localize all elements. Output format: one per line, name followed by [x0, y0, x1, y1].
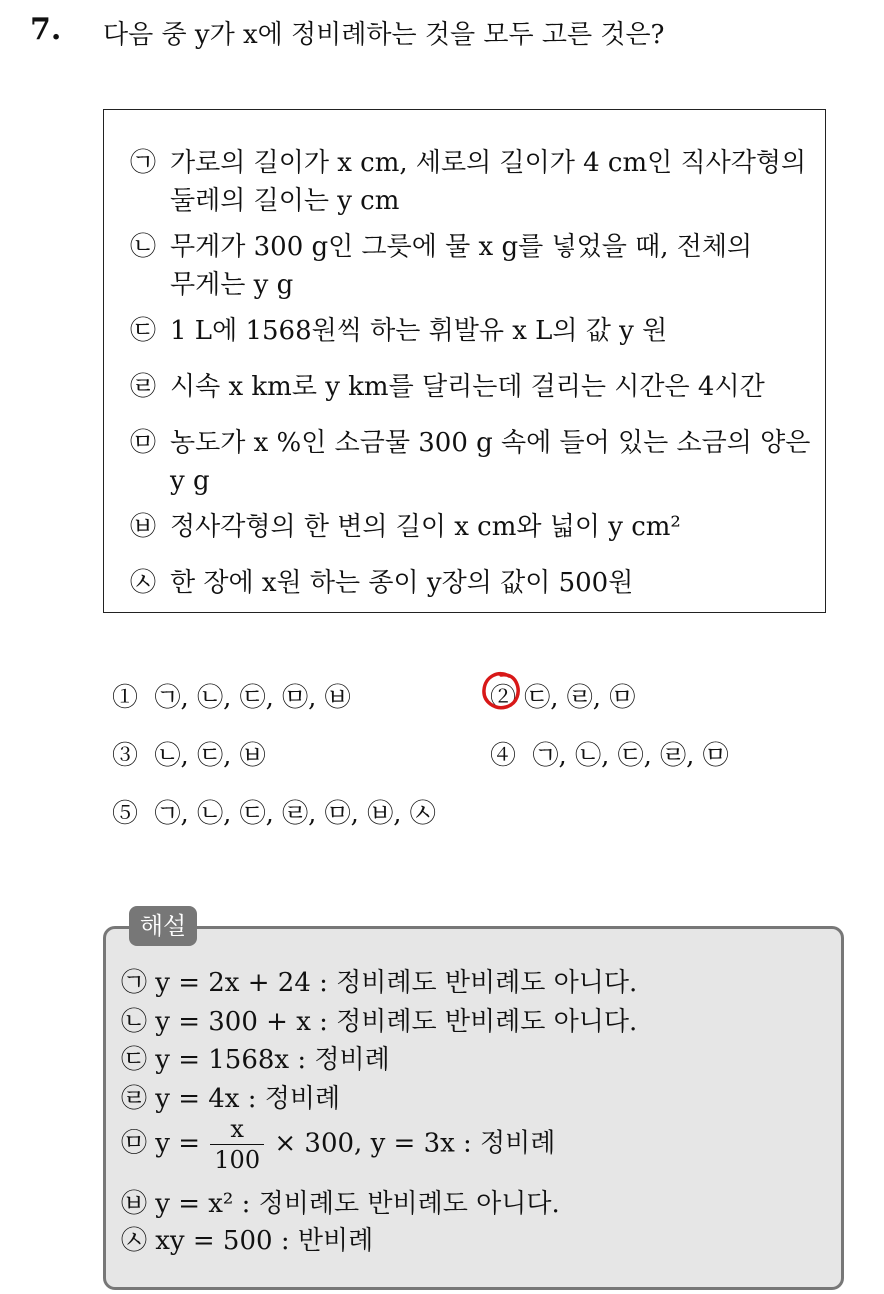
- choice-number: ④: [490, 741, 517, 771]
- statement-text: 무게가 300 g인 그릇에 물 x g를 넣었을 때, 전체의: [170, 232, 753, 262]
- choice-number: ③: [112, 741, 139, 771]
- explanation-line: ㉡ y = 300 + x : 정비례도 반비례도 아니다.: [121, 1007, 638, 1037]
- statement-text-continued: y g: [170, 466, 210, 496]
- fraction-denominator: 100: [214, 1146, 261, 1174]
- explanation-label: 해설: [129, 906, 197, 946]
- statement-item: [130, 564, 633, 602]
- question-text: 다음 중 y가 x에 정비례하는 것을 모두 고른 것은?: [103, 20, 665, 50]
- choice-text: ㉡, ㉢, ㉥: [154, 741, 266, 771]
- explanation-line-fraction: [121, 1114, 555, 1175]
- statement-text-continued: 둘레의 길이는 y cm: [170, 186, 400, 216]
- choice-3[interactable]: [112, 735, 266, 772]
- statement-marker: ㉠: [130, 148, 157, 178]
- statement-item: [130, 228, 752, 304]
- statement-marker: ㉣: [130, 372, 157, 402]
- choice-number: ⑤: [112, 799, 139, 829]
- problem-number: 7.: [30, 12, 62, 47]
- choice-5[interactable]: [112, 793, 436, 830]
- statement-item: [130, 508, 681, 546]
- choice-number: ②: [490, 683, 517, 713]
- statement-marker: ㉢: [130, 316, 157, 346]
- choice-text: ㉢, ㉣, ㉤: [524, 683, 636, 713]
- statement-marker: ㉡: [130, 232, 157, 262]
- fraction: [210, 1114, 264, 1175]
- explanation-line-tail: × 300, y = 3x : 정비례: [274, 1128, 556, 1159]
- statement-text: 정사각형의 한 변의 길이 x cm와 넓이 y cm²: [170, 512, 681, 542]
- statement-text: 한 장에 x원 하는 종이 y장의 값이 500원: [170, 568, 634, 598]
- explanation-line: ㉢ y = 1568x : 정비례: [121, 1045, 390, 1075]
- statement-item: [130, 424, 810, 500]
- statement-text: 1 L에 1568원씩 하는 휘발유 x L의 값 y 원: [170, 316, 668, 346]
- statement-text: 시속 x km로 y km를 달리는데 걸리는 시간은 4시간: [170, 372, 765, 402]
- choice-4[interactable]: [490, 735, 729, 772]
- answer-circle-mark-icon: [479, 668, 523, 712]
- explanation-line-lead: ㉤ y =: [121, 1128, 201, 1159]
- statement-text-continued: 무게는 y g: [170, 270, 294, 300]
- explanation-line: ㉦ xy = 500 : 반비례: [121, 1226, 374, 1256]
- choice-text: ㉠, ㉡, ㉢, ㉣, ㉤: [532, 741, 729, 771]
- statement-item: [130, 144, 806, 220]
- statement-text: 농도가 x %인 소금물 300 g 속에 들어 있는 소금의 양은: [170, 428, 811, 458]
- explanation-line: ㉠ y = 2x + 24 : 정비례도 반비례도 아니다.: [121, 968, 638, 998]
- statement-item: [130, 368, 765, 406]
- statement-marker: ㉦: [130, 568, 157, 598]
- statement-marker: ㉤: [130, 428, 157, 458]
- explanation-line: ㉥ y = x² : 정비례도 반비례도 아니다.: [121, 1189, 560, 1219]
- choice-number: ①: [112, 683, 139, 713]
- statement-item: [130, 312, 667, 350]
- fraction-numerator: x: [210, 1114, 264, 1145]
- statement-marker: ㉥: [130, 512, 157, 542]
- explanation-line: ㉣ y = 4x : 정비례: [121, 1084, 341, 1114]
- statements-box: [103, 109, 826, 613]
- statement-text: 가로의 길이가 x cm, 세로의 길이가 4 cm인 직사각형의: [170, 148, 807, 178]
- choice-text: ㉠, ㉡, ㉢, ㉣, ㉤, ㉥, ㉦: [154, 799, 436, 829]
- choice-text: ㉠, ㉡, ㉢, ㉤, ㉥: [154, 683, 351, 713]
- choice-1[interactable]: [112, 677, 351, 714]
